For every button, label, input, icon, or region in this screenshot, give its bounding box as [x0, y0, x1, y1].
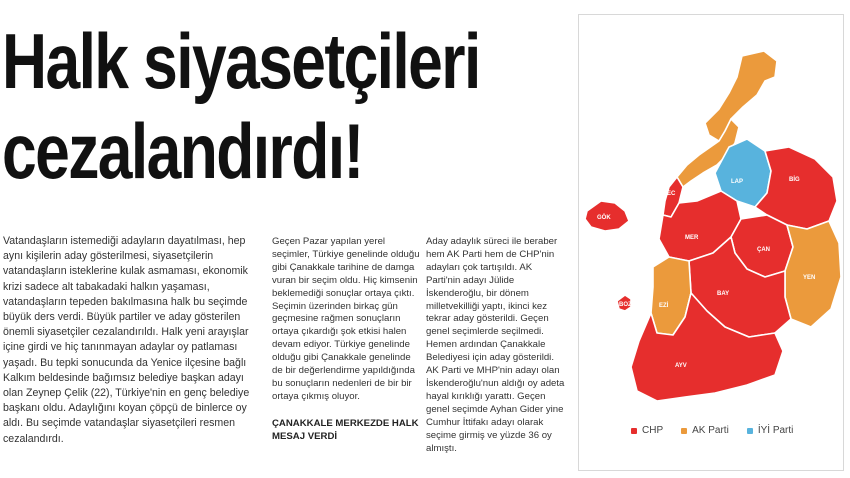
label-ayv: AYV [675, 363, 687, 369]
article-column-2-text: Geçen Pazar yapılan yerel seçimler, Türkiye genelinde olduğu gibi Çanakkale tarihine de damga vuran bir seçim oldu. Hiç kimsenin beklemediği sonuçlar ortaya çıktı. Seçimin üzerinden birkaç gün geçmesine rağmen sonuçların ortaya çıkardığı şok etkisi halen devam ediyor. Türkiye genelinde olduğu gibi Çanakkale genelinde de bir değerlendirme yapıldığında bu sonuçların nedenleri de bir bir ortaya çıkmış oluyor. [272, 236, 420, 402]
legend-label-akp: AK Parti [692, 425, 729, 436]
article-column-1: Vatandaşların istemediği adayların dayatılması, hep aynı kişilerin aday gösterilmesi, siyasetçilerin vatandaşların isteklerine kulak asmaması, ekonomik krizi sadece alt tabakadaki halkın yaşaması, vatandaşların tepeden bakılmasına halk bu seçimde büyük ders verdi. Büyük partiler ve aday gösterilen önemli siyasetçiler cezalandırıldı. Halk yeni arayışlar içine girdi ve hiç tanınmayan adaylar oy patlaması yaşadı. Bu tepki sonucunda da Yenice ilçesine bağlı Kalkım beldesinde bağımsız belediye başkan adayı olan Zeynep Çelik (22), Türkiye'nin en genç belediye başkanı oldu. Adaylığını koyan çöpçü de binlerce oy aldı. Bu seçimde vatandaşlar siyasetçileri resmen cezalandırdı. [3, 235, 250, 445]
map-region-peninsula-tip [705, 51, 777, 141]
label-mer: MER [685, 235, 699, 241]
label-ec: EC [667, 191, 676, 197]
map-legend [631, 425, 793, 436]
headline [2, 0, 577, 204]
legend-swatch-iyi [747, 428, 753, 434]
article-column-3: Aday adaylık süreci ile beraber hem AK Parti hem de CHP'nin adayları çok tartışıldı. AK Parti'nin adayı Jülide İskenderoğlu, bir dönem milletvekilliği yaptı, ikinci kez tekrar aday gösterildi. Geçen genel seçimlerde seçilmedi. Hemen ardından Çanakkale Belediyesi için aday gösterildi. AK Parti ve MHP'nin adayı olan İskenderoğlu'nun aldığı oy adeta hayal kırıklığı yarattı. Geçen genel seçimde Ayhan Gider yine Cumhur İttifakı adayı olarak seçime girmiş ve yüzde 36 oy almıştı. [426, 236, 565, 454]
label-yen: YEN [803, 275, 816, 281]
label-bay: BAY [717, 291, 730, 297]
label-ezi: EZİ [659, 303, 669, 309]
legend-item-chp [631, 425, 663, 436]
legend-swatch-chp [631, 428, 637, 434]
headline-line-1: Halk siyasetçileri [2, 17, 480, 105]
legend-swatch-akp [681, 428, 687, 434]
legend-label-chp: CHP [642, 425, 664, 436]
label-boz: BOZ [619, 302, 632, 308]
legend-item-iyi [747, 425, 794, 436]
article-subheading: ÇANAKKALE MERKEZDE HALK MESAJ VERDİ [272, 417, 419, 442]
map-region-yen [785, 221, 841, 327]
label-lap: LAP [731, 179, 743, 185]
article-column-2 [272, 236, 420, 444]
label-can: ÇAN [757, 247, 770, 253]
label-big: BİG [789, 177, 800, 183]
election-map-panel [578, 14, 844, 471]
label-gok: GÖK [597, 215, 611, 221]
legend-item-akp [681, 425, 729, 436]
headline-line-2: cezalandırdı! [2, 107, 363, 195]
legend-label-iyi: İYİ Parti [757, 425, 794, 436]
canakkale-election-map [579, 15, 843, 470]
